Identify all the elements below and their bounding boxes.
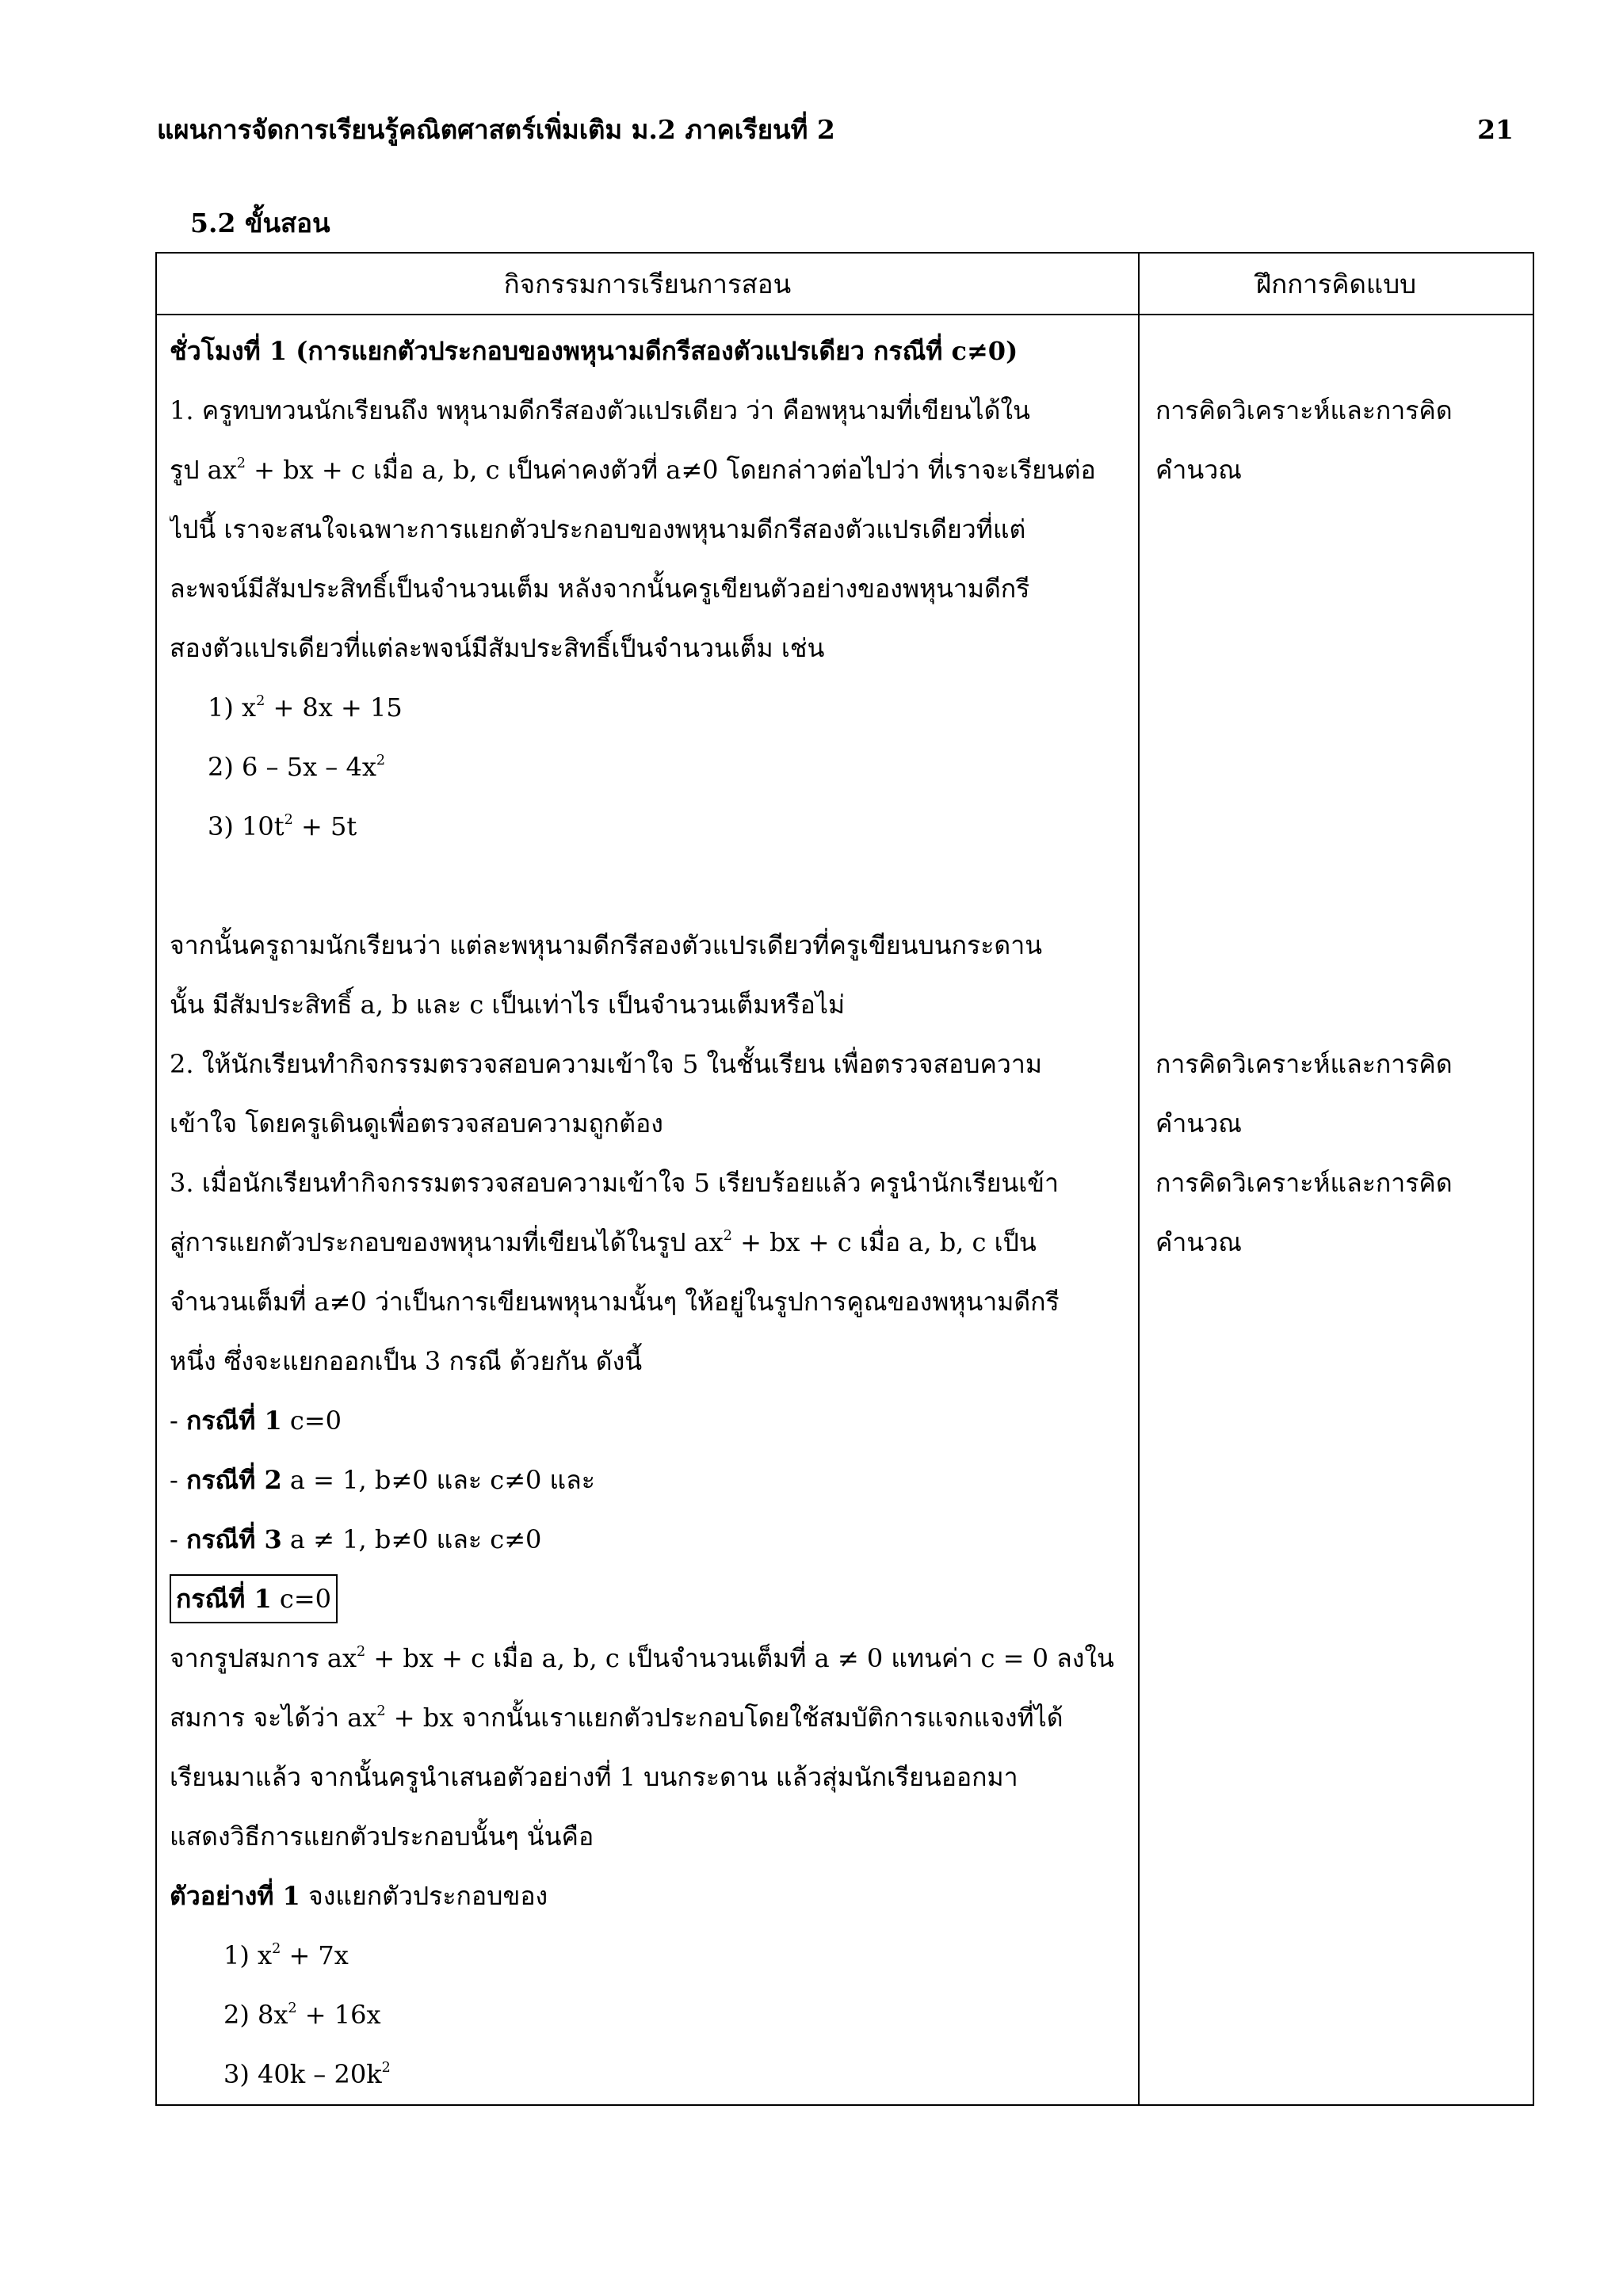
- example-polynomial-3: 3) $10t^2 + 5t$: [208, 811, 357, 841]
- step-3-line-4: หนึ่ง ซึ่งจะแยกออกเป็น 3 กรณี ด้วยกัน ดังนี้: [170, 1346, 643, 1376]
- skill-1-line-2: คำนวณ: [1155, 455, 1242, 485]
- case-item-1: - กรณีที่ 1 c=0: [170, 1405, 342, 1436]
- example-polynomial-1: 1) $x^2 + 8x + 15$: [208, 692, 403, 723]
- example-polynomial-2: 2) $6 - 5x - 4x^2$: [208, 752, 386, 782]
- step-1-line-2: รูป $ax^2$ + bx + c เมื่อ a, b, c เป็นค่าคงตัวที่ a≠0 โดยกล่าวต่อไปว่า ที่เราจะเรียนต่อ: [170, 455, 1096, 485]
- hour-title: ชั่วโมงที่ 1 (การแยกตัวประกอบของพหุนามดีกรีสองตัวแปรเดียว กรณีที่ c≠0): [170, 336, 1018, 366]
- table-header-row: [156, 253, 1533, 315]
- page-number: 21: [1477, 114, 1514, 145]
- step-1-line-3: ไปนี้ เราจะสนใจเฉพาะการแยกตัวประกอบของพหุนามดีกรีสองตัวแปรเดียวที่แต่: [170, 514, 1026, 544]
- skill-1-line-1: การคิดวิเคราะห์และการคิด: [1155, 395, 1453, 425]
- spacer: [170, 856, 1125, 916]
- step-1-line-4: ละพจน์มีสัมประสิทธิ์เป็นจำนวนเต็ม หลังจากนั้นครูเขียนตัวอย่างของพหุนามดีกรี: [170, 574, 1030, 604]
- case-item-3: - กรณีที่ 3 a ≠ 1, b≠0 และ c≠0: [170, 1524, 542, 1554]
- case-1-heading: [170, 1569, 1125, 1629]
- skill-3-line-2: คำนวณ: [1155, 1227, 1242, 1257]
- step-1-line-1: 1. ครูทบทวนนักเรียนถึง พหุนามดีกรีสองตัวแปรเดียว ว่า คือพหุนามที่เขียนได้ใน: [170, 395, 1030, 425]
- step-3-line-3: จำนวนเต็มที่ a≠0 ว่าเป็นการเขียนพหุนามนั้นๆ ให้อยู่ในรูปการคูณของพหุนามดีกรี: [170, 1287, 1060, 1317]
- case-1-line-2: สมการ จะได้ว่า $ax^2$ + bx จากนั้นเราแยกตัวประกอบโดยใช้สมบัติการแจกแจงที่ได้: [170, 1703, 1064, 1733]
- step-1-line-5: สองตัวแปรเดียวที่แต่ละพจน์มีสัมประสิทธิ์เป็นจำนวนเต็ม เช่น: [170, 633, 825, 663]
- skill-2-line-1: การคิดวิเคราะห์และการคิด: [1155, 1049, 1453, 1079]
- question-line-1: จากนั้นครูถามนักเรียนว่า แต่ละพหุนามดีกรีสองตัวแปรเดียวที่ครูเขียนบนกระดาน: [170, 930, 1043, 960]
- activities-cell: [156, 315, 1139, 2105]
- case-1-line-4: แสดงวิธีการแยกตัวประกอบนั้นๆ นั่นคือ: [170, 1821, 594, 1852]
- case-1-box: กรณีที่ 1 c=0: [170, 1574, 338, 1623]
- page-header: [157, 111, 1514, 149]
- case-1-line-1: จากรูปสมการ $ax^2$ + bx + c เมื่อ a, b, c เป็นจำนวนเต็มที่ a ≠ 0 แทนค่า c = 0 ลงใน: [170, 1643, 1114, 1673]
- step-2-line-2: เข้าใจ โดยครูเดินดูเพื่อตรวจสอบความถูกต้อง: [170, 1108, 663, 1138]
- skill-2-line-2: คำนวณ: [1155, 1108, 1242, 1138]
- step-3-line-1: 3. เมื่อนักเรียนทำกิจกรรมตรวจสอบความเข้าใจ 5 เรียบร้อยแล้ว ครูนำนักเรียนเข้า: [170, 1168, 1059, 1198]
- example-1-item-3: 3) $40k - 20k^2$: [223, 2059, 391, 2089]
- example-1-item-1: 1) $x^2 + 7x$: [223, 1940, 349, 1970]
- example-1-item-2: 2) $8x^2 + 16x$: [223, 2000, 381, 2030]
- step-3-line-2: สู่การแยกตัวประกอบของพหุนามที่เขียนได้ในรูป $ax^2$ + bx + c เมื่อ a, b, c เป็น: [170, 1227, 1037, 1257]
- example-1-heading: ตัวอย่างที่ 1 จงแยกตัวประกอบของ: [170, 1881, 548, 1911]
- step-2-line-1: 2. ให้นักเรียนทำกิจกรรมตรวจสอบความเข้าใจ 5 ในชั้นเรียน เพื่อตรวจสอบความ: [170, 1049, 1042, 1079]
- section-title: 5.2 ขั้นสอน: [190, 208, 330, 238]
- question-line-2: นั้น มีสัมประสิทธิ์ a, b และ c เป็นเท่าไร เป็นจำนวนเต็มหรือไม่: [170, 990, 846, 1020]
- table-row: [156, 315, 1533, 2105]
- column-header-activities: กิจกรรมการเรียนการสอน: [156, 253, 1139, 315]
- thinking-skills-cell: [1139, 315, 1533, 2105]
- document-title: แผนการจัดการเรียนรู้คณิตศาสตร์เพิ่มเติม ม.2 ภาคเรียนที่ 2: [157, 114, 835, 145]
- case-1-line-3: เรียนมาแล้ว จากนั้นครูนำเสนอตัวอย่างที่ 1 บนกระดาน แล้วสุ่มนักเรียนออกมา: [170, 1762, 1018, 1792]
- lesson-plan-table: [155, 252, 1534, 2106]
- column-header-thinking-skills: ฝึกการคิดแบบ: [1139, 253, 1533, 315]
- case-item-2: - กรณีที่ 2 a = 1, b≠0 และ c≠0 และ: [170, 1465, 595, 1495]
- skill-3-line-1: การคิดวิเคราะห์และการคิด: [1155, 1168, 1453, 1198]
